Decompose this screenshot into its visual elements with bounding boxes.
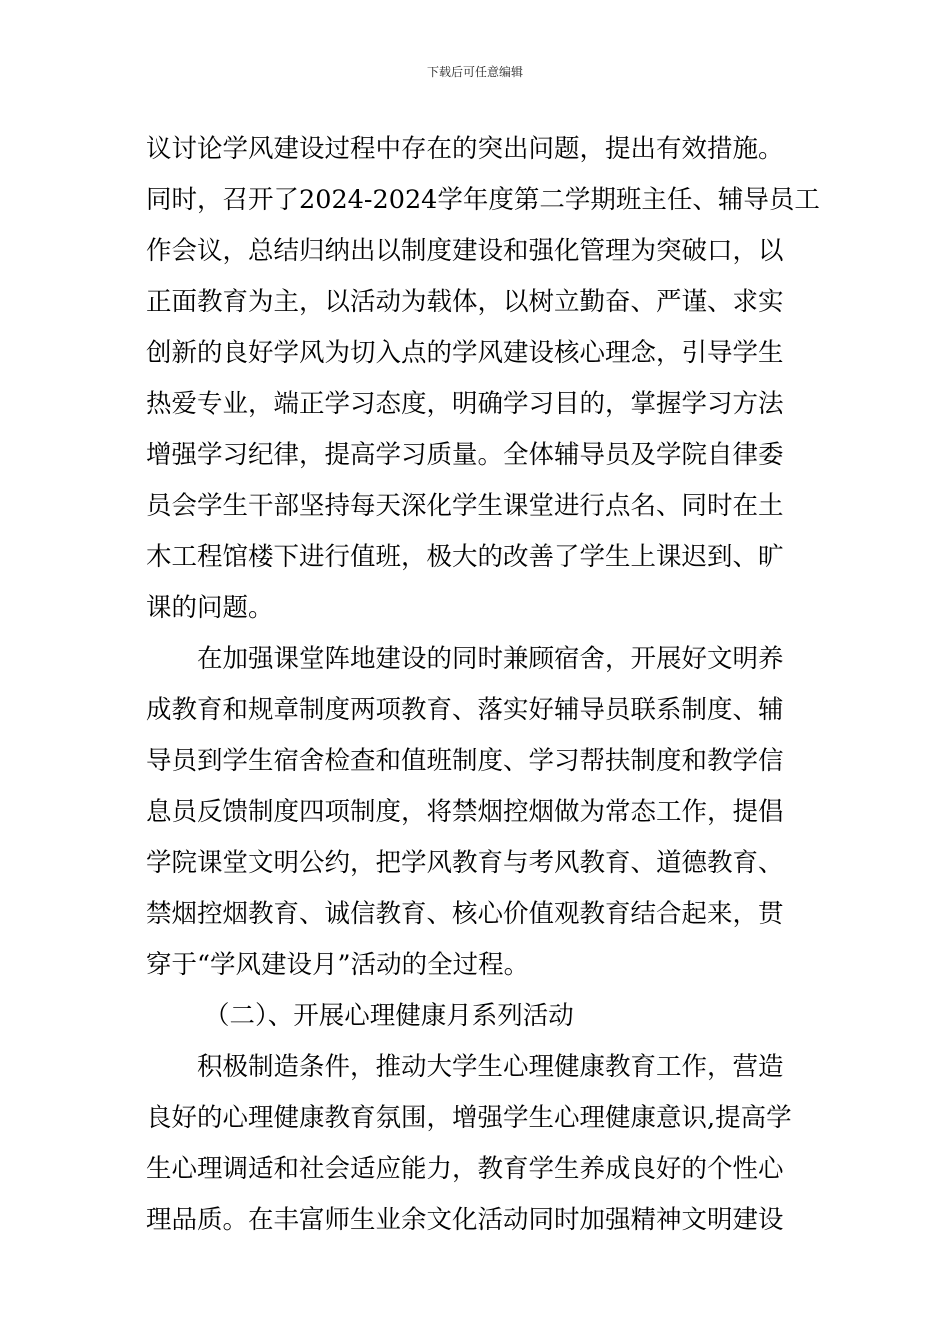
text-line: 正面教育为主，以活动为载体，以树立勤奋、严谨、求实 xyxy=(146,287,784,317)
page-header: 下载后可任意编辑 xyxy=(426,65,523,79)
text-line: 良好的心理健康教育氛围，增强学生心理健康意识,提高学 xyxy=(146,1103,792,1133)
text-line: 同时，召开了2024-2024学年度第二学期班主任、辅导员工 xyxy=(146,185,820,215)
section-heading: （二）、开展心理健康月系列活动 xyxy=(204,1001,574,1031)
text-line: 学院课堂文明公约，把学风教育与考风教育、道德教育、 xyxy=(146,848,784,878)
text-line: 导员到学生宿舍检查和值班制度、学习帮扶制度和教学信 xyxy=(146,746,784,776)
text-line: 员会学生干部坚持每天深化学生课堂进行点名、同时在土 xyxy=(146,491,784,521)
text-line: 息员反馈制度四项制度，将禁烟控烟做为常态工作，提倡 xyxy=(146,797,784,827)
text-line: 生心理调适和社会适应能力，教育学生养成良好的个性心 xyxy=(146,1154,784,1184)
document-body xyxy=(146,124,820,1246)
paragraph-first-line: 积极制造条件，推动大学生心理健康教育工作，营造 xyxy=(197,1052,784,1082)
text-line: 热爱专业，端正学习态度，明确学习目的，掌握学习方法 xyxy=(146,389,784,419)
text-line: 穿于“学风建设月”活动的全过程。 xyxy=(146,950,530,980)
text-line: 成教育和规章制度两项教育、落实好辅导员联系制度、辅 xyxy=(146,695,784,725)
text-line: 作会议，总结归纳出以制度建设和强化管理为突破口，以 xyxy=(146,236,784,266)
text-line: 创新的良好学风为切入点的学风建设核心理念，引导学生 xyxy=(146,338,784,368)
text-line: 木工程馆楼下进行值班，极大的改善了学生上课迟到、旷 xyxy=(146,542,784,572)
text-line: 理品质。在丰富师生业余文化活动同时加强精神文明建设 xyxy=(146,1205,784,1235)
text-line: 议讨论学风建设过程中存在的突出问题，提出有效措施。 xyxy=(146,134,784,164)
text-line: 课的问题。 xyxy=(146,593,274,623)
paragraph-first-line: 在加强课堂阵地建设的同时兼顾宿舍，开展好文明养 xyxy=(197,644,784,674)
text-line: 禁烟控烟教育、诚信教育、核心价值观教育结合起来，贯 xyxy=(146,899,784,929)
text-line: 增强学习纪律，提高学习质量。全体辅导员及学院自律委 xyxy=(146,440,784,470)
